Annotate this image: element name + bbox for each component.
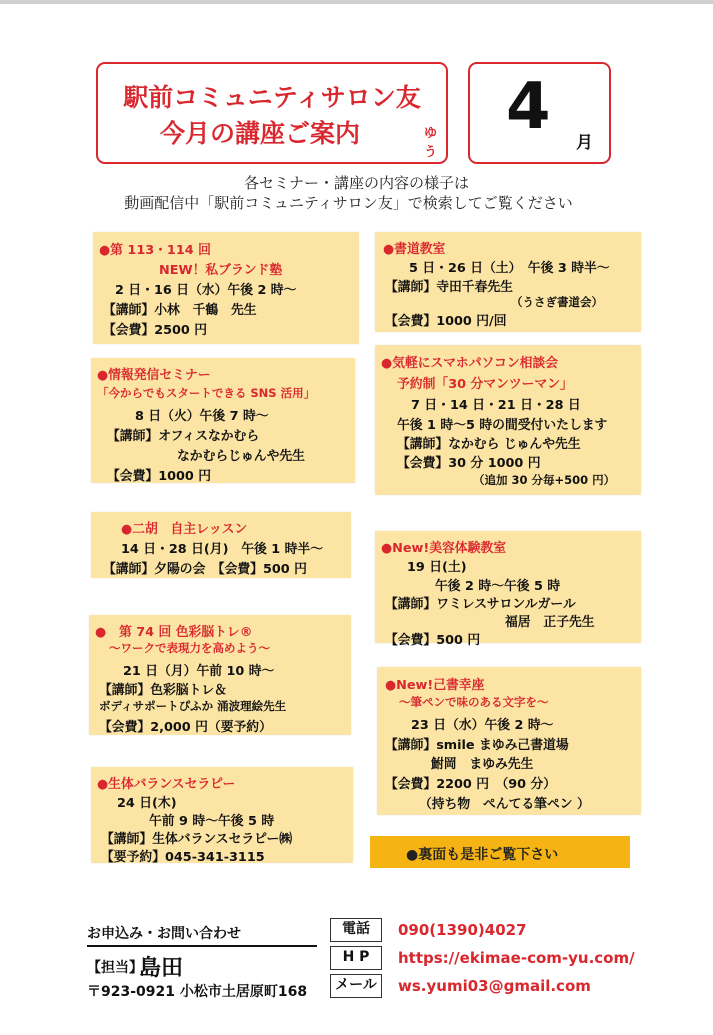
- contact-person-name: 島田: [139, 956, 184, 981]
- card-teacher-name: ボディサポートぴふか 涌波理絵先生: [99, 699, 287, 713]
- month-unit: 月: [576, 133, 593, 153]
- card-fee-extra: （追加 30 分毎+500 円）: [473, 473, 616, 487]
- top-border: [0, 0, 713, 4]
- card-subtitle: 予約制「30 分マンツーマン」: [397, 377, 573, 392]
- course-card-erhu: [91, 512, 351, 578]
- intro-line-1: 各セミナー・講座の内容の様子は: [243, 174, 469, 192]
- card-reservation: 【要予約】045-341-3115: [101, 850, 265, 865]
- card-date: 5 日・26 日（土） 午後 3 時半～: [409, 261, 610, 276]
- apply-label: お申込み・お問い合わせ: [87, 926, 241, 942]
- course-card-brand: [93, 232, 359, 344]
- card-title: ●書道教室: [383, 242, 446, 257]
- card-fee: 【会費】2200 円 （90 分）: [385, 777, 557, 792]
- card-date: 2 日・16 日（水）午後 2 時～: [115, 283, 297, 298]
- course-card-color: [89, 615, 351, 735]
- card-subtitle: ～筆ペンで味のある文字を～: [399, 695, 549, 709]
- page-title: 今月の講座ご案内: [159, 119, 360, 148]
- card-date: 7 日・14 日・21 日・28 日: [411, 398, 581, 413]
- divider: [87, 945, 317, 947]
- card-title: ●二胡 自主レッスン: [121, 522, 248, 537]
- card-teacher: 【講師】ワミレスサロンルガール: [385, 597, 576, 612]
- card-time: 午前 9 時～午後 5 時: [149, 814, 275, 829]
- card-teacher-name: 鮒岡 まゆみ先生: [431, 757, 534, 772]
- card-fee: 【会費】1000 円: [107, 469, 212, 484]
- hp-label: H P: [330, 946, 382, 970]
- phone-number[interactable]: 090(1390)4027: [398, 921, 527, 939]
- title-reading: ゆう: [424, 126, 438, 160]
- banner-text: ●裏面も是非ご覧下さい: [406, 847, 559, 863]
- card-fee: 【会費】1000 円/回: [385, 314, 507, 329]
- contact-person-label: 【担当】: [87, 960, 143, 976]
- card-teacher: 【講師】オフィスなかむら: [107, 429, 260, 444]
- card-teacher: 【講師】小林 千鶴 先生: [103, 303, 257, 318]
- card-teacher-org: （うさぎ書道会）: [511, 295, 603, 309]
- card-subtitle: NEW！私ブランド塾: [159, 263, 283, 278]
- card-date: 14 日・28 日(月) 午後 1 時半～: [121, 542, 324, 557]
- card-time: 午後 1 時～5 時の間受付いたします: [397, 418, 608, 433]
- email-link[interactable]: ws.yumi03@gmail.com: [398, 977, 591, 995]
- course-card-beauty: [375, 531, 641, 648]
- card-date: 21 日（月）午前 10 時～: [123, 664, 275, 679]
- card-time: 午後 2 時～午後 5 時: [435, 579, 561, 594]
- back-page-banner: [370, 836, 630, 868]
- card-teacher-fee: 【講師】夕陽の会 【会費】500 円: [103, 562, 307, 577]
- card-belongings: （持ち物 ぺんてる筆ペン ）: [419, 797, 590, 812]
- card-title: ●New!美容体験教室: [381, 541, 506, 556]
- address: 〒923-0921 小松市土居原町168: [87, 984, 308, 1000]
- website-link[interactable]: https://ekimae-com-yu.com/: [398, 949, 635, 967]
- course-card-onoresho: [377, 667, 641, 815]
- intro-line-2: 動画配信中「駅前コミュニティサロン友」で検索してご覧ください: [124, 194, 573, 212]
- month-box: [468, 62, 611, 164]
- card-teacher: 【講師】生体バランスセラピー㈱: [101, 832, 293, 847]
- course-card-sns: [91, 358, 355, 483]
- card-title: ●第 113・114 回: [99, 243, 211, 258]
- card-subtitle: ～ワークで表現力を高めよう～: [109, 641, 270, 655]
- title-box: [96, 62, 448, 164]
- card-teacher: 【講師】色彩脳トレ＆: [99, 683, 227, 698]
- course-card-balance: [91, 767, 353, 863]
- card-fee: 【会費】500 円: [385, 633, 481, 648]
- card-fee: 【会費】2,000 円（要予約）: [99, 720, 272, 735]
- card-teacher: 【講師】寺田千春先生: [385, 280, 513, 295]
- card-title: ●生体バランスセラピー: [97, 777, 236, 792]
- card-teacher: 【講師】なかむら じゅんや先生: [397, 437, 581, 452]
- card-fee: 【会費】30 分 1000 円: [397, 456, 541, 471]
- card-date: 24 日(木): [117, 796, 177, 811]
- card-teacher-name: なかむらじゅんや先生: [177, 449, 305, 464]
- card-teacher: 【講師】smile まゆみ己書道場: [385, 738, 569, 753]
- card-date: 8 日（火）午後 7 時～: [135, 409, 269, 424]
- salon-title: 駅前コミュニティサロン友: [123, 83, 421, 112]
- course-card-smartphone: [375, 345, 641, 495]
- card-title: ●New!己書幸座: [385, 678, 485, 693]
- card-date: 19 日(土): [407, 560, 467, 575]
- card-teacher-name: 福居 正子先生: [505, 615, 595, 630]
- phone-label: 電話: [330, 918, 382, 942]
- card-title: ●情報発信セミナー: [97, 368, 211, 383]
- course-card-calligraphy: [375, 232, 641, 332]
- mail-label: メール: [330, 974, 382, 998]
- card-title: ●気軽にスマホパソコン相談会: [381, 356, 559, 371]
- card-title: ● 第 74 回 色彩脳トレ®: [95, 625, 253, 640]
- month-number: 4: [506, 70, 551, 144]
- card-date: 23 日（水）午後 2 時～: [411, 718, 554, 733]
- card-fee: 【会費】2500 円: [103, 323, 208, 338]
- card-subtitle: 「今からでもスタートできる SNS 活用」: [97, 386, 316, 400]
